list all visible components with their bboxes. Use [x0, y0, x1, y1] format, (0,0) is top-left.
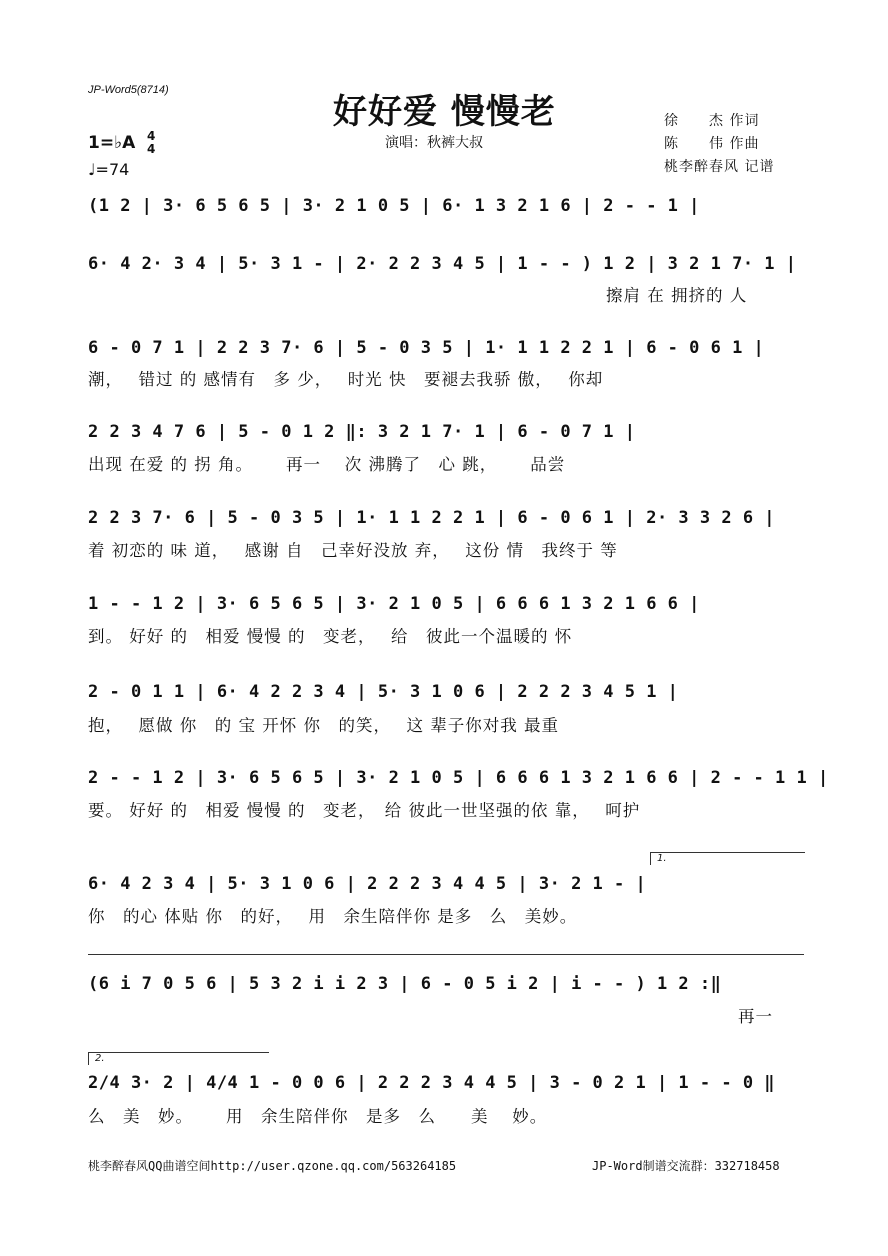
notation-line-10: (6 i 7 0 5 6 | 5 3 2 i i 2 3 | 6 - 0 5 i 2 | i - - ) 1 2 :‖ [88, 974, 722, 994]
ending-divider-line [88, 954, 804, 955]
software-tag: JP-Word5(8714) [88, 84, 169, 96]
lyric-line-7: 抱， 愿做 你 的 宝 开怀 你 的笑， 这 辈子你对我 最重 [88, 716, 559, 735]
notation-line-11: 2/4 3· 2 | 4/4 1 - 0 0 6 | 2 2 2 3 4 4 5 | 3 - 0 2 1 | 1 - - 0 ‖ [88, 1073, 776, 1093]
time-signature-top: 4 [147, 129, 156, 143]
first-ending-bracket [650, 852, 805, 865]
lyric-line-2: 擦肩 在 拥挤的 人 [606, 286, 748, 305]
lyric-line-8: 要。 好好 的 相爱 慢慢 的 变老， 给 彼此一世坚强的依 靠， 呵护 [88, 801, 641, 820]
second-ending-bracket [88, 1052, 269, 1065]
notation-line-6: 1 - - 1 2 | 3· 6 5 6 5 | 3· 2 1 0 5 | 6 6 6 1 3 2 1 6 6 | [88, 594, 700, 614]
lyric-line-9: 你 的心 体贴 你 的好， 用 余生陪伴你 是多 么 美妙。 [88, 907, 578, 926]
footer-left-text: 桃李醉春风QQ曲谱空间http://user.qzone.qq.com/563264185 [88, 1159, 457, 1173]
footer-right-text: JP-Word制谱交流群：332718458 [592, 1159, 780, 1173]
lyric-line-4: 出现 在爱 的 拐 角。 再一 次 沸腾了 心 跳， 品尝 [88, 455, 566, 474]
notation-line-9: 6· 4 2 3 4 | 5· 3 1 0 6 | 2 2 2 3 4 4 5 | 3· 2 1 - | [88, 874, 647, 894]
lyricist-credit: 徐 杰 作词 [664, 113, 760, 129]
time-signature-bottom: 4 [147, 142, 156, 156]
notation-line-5: 2 2 3 7· 6 | 5 - 0 3 5 | 1· 1 1 2 2 1 | 6 - 0 6 1 | 2· 3 3 2 6 | [88, 508, 776, 528]
singer-credit: 演唱：秋裤大叔 [385, 135, 483, 151]
transcriber-credit: 桃李醉春风 记谱 [664, 159, 775, 175]
notation-line-2: 6· 4 2· 3 4 | 5· 3 1 - | 2· 2 2 3 4 5 | 1 - - ) 1 2 | 3 2 1 7· 1 | [88, 254, 797, 274]
notation-line-1: (1 2 | 3· 6 5 6 5 | 3· 2 1 0 5 | 6· 1 3 2 1 6 | 2 - - 1 | [88, 196, 700, 216]
first-ending-label: 1. [657, 853, 667, 864]
key-signature: 1=♭A [88, 133, 136, 153]
lyric-line-10: 再一 [738, 1007, 773, 1026]
lyric-line-6: 到。 好好 的 相爱 慢慢 的 变老， 给 彼此一个温暖的 怀 [88, 627, 573, 646]
song-title: 好好爱 慢慢老 [333, 92, 556, 132]
notation-line-8: 2 - - 1 2 | 3· 6 5 6 5 | 3· 2 1 0 5 | 6 6 6 1 3 2 1 6 6 | 2 - - 1 1 | [88, 768, 829, 788]
second-ending-label: 2. [95, 1053, 105, 1064]
notation-line-7: 2 - 0 1 1 | 6· 4 2 2 3 4 | 5· 3 1 0 6 | 2 2 2 3 4 5 1 | [88, 682, 679, 702]
time-signature [147, 130, 155, 156]
lyric-line-5: 着 初恋的 味 道， 感谢 自 己幸好没放 弃， 这份 情 我终于 等 [88, 541, 618, 560]
lyric-line-11: 么 美 妙。 用 余生陪伴你 是多 么 美 妙。 [88, 1107, 548, 1126]
notation-line-3: 6 - 0 7 1 | 2 2 3 7· 6 | 5 - 0 3 5 | 1· 1 1 2 2 1 | 6 - 0 6 1 | [88, 338, 765, 358]
tempo-marking: ♩=74 [88, 160, 130, 179]
lyric-line-3: 潮， 错过 的 感情有 多 少， 时光 快 要褪去我骄 傲， 你却 [88, 370, 604, 389]
notation-line-4: 2 2 3 4 7 6 | 5 - 0 1 2 ‖: 3 2 1 7· 1 | 6 - 0 7 1 | [88, 422, 636, 442]
composer-credit: 陈 伟 作曲 [664, 136, 760, 152]
